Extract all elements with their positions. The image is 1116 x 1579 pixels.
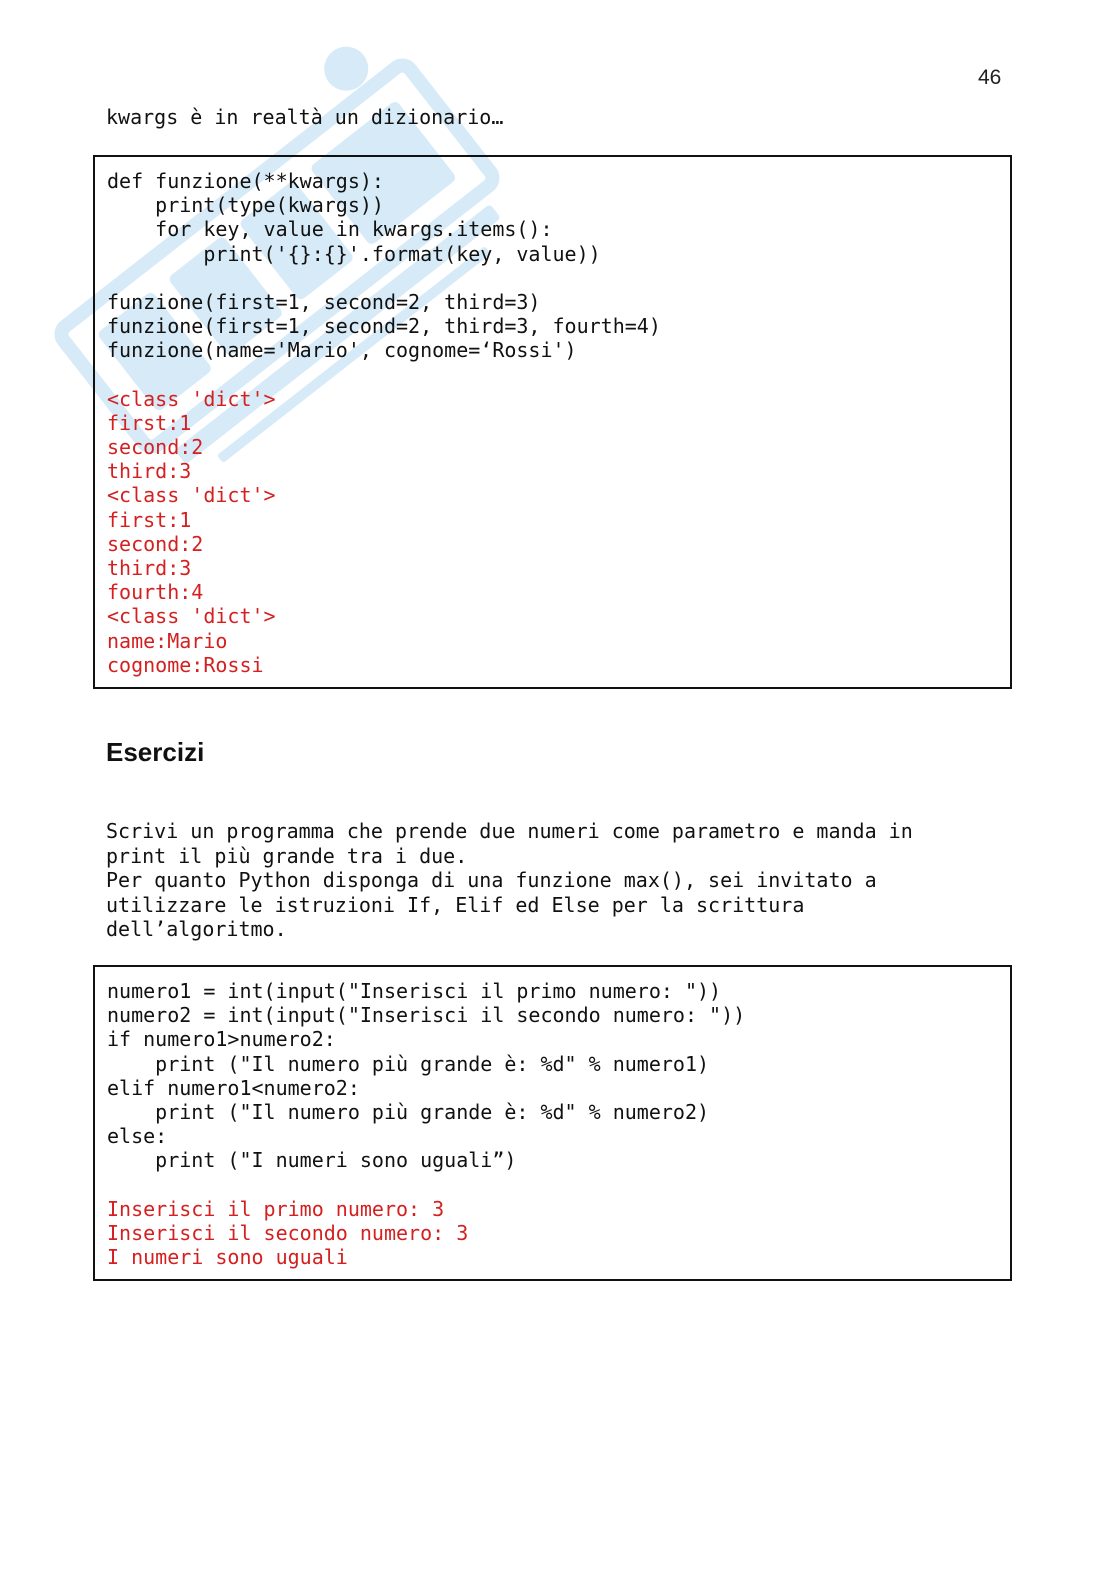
output-line: first:1 bbox=[107, 410, 192, 435]
exercise-line: dell’algoritmo. bbox=[106, 917, 287, 941]
code-block-kwargs bbox=[93, 155, 1012, 689]
output-line: third:3 bbox=[107, 459, 192, 484]
output-line: fourth:4 bbox=[107, 580, 204, 605]
blank-line bbox=[107, 1173, 998, 1197]
exercise-line: utilizzare le istruzioni If, Elif ed Else per la scrittura bbox=[106, 892, 805, 917]
code-line: for key, value in kwargs.items(): bbox=[107, 217, 553, 242]
code-line: elif numero1<numero2: bbox=[107, 1075, 360, 1100]
code-block-max-exercise bbox=[93, 965, 1012, 1281]
output-line: third:3 bbox=[107, 556, 192, 580]
exercise-text bbox=[106, 819, 913, 942]
output-line: first:1 bbox=[107, 507, 192, 532]
output-line: second:2 bbox=[107, 435, 204, 460]
code-line: print ("Il numero più grande è: %d" % numero1) bbox=[107, 1051, 710, 1076]
code-line: print ("Il numero più grande è: %d" % numero2) bbox=[107, 1099, 710, 1124]
code-line: print ("I numeri sono uguali”) bbox=[107, 1148, 517, 1173]
output-line: <class 'dict'> bbox=[107, 483, 276, 508]
output-line: <class 'dict'> bbox=[107, 386, 276, 411]
output-line: <class 'dict'> bbox=[107, 604, 276, 629]
output-line: Inserisci il secondo numero: 3 bbox=[107, 1220, 469, 1245]
output-line: second:2 bbox=[107, 531, 204, 556]
code-line: numero2 = int(input("Inserisci il secondo numero: ")) bbox=[107, 1003, 746, 1028]
blank-line bbox=[107, 363, 998, 387]
code-line: print(type(kwargs)) bbox=[107, 193, 384, 218]
output-line: Inserisci il primo numero: 3 bbox=[107, 1196, 445, 1221]
code-line: if numero1>numero2: bbox=[107, 1027, 336, 1052]
section-title: Esercizi bbox=[106, 737, 205, 767]
code-line: numero1 = int(input("Inserisci il primo numero: ")) bbox=[107, 979, 722, 1003]
exercise-line: print il più grande tra i due. bbox=[106, 843, 468, 868]
page-number: 46 bbox=[978, 66, 1002, 89]
code-line: funzione(first=1, second=2, third=3) bbox=[107, 289, 541, 314]
output-line: I numeri sono uguali bbox=[107, 1245, 348, 1270]
output-line: name:Mario bbox=[107, 628, 228, 653]
exercise-line: Scrivi un programma che prende due numeri come parametro e manda in bbox=[106, 819, 913, 843]
output-line: cognome:Rossi bbox=[107, 652, 264, 677]
code-line: else: bbox=[107, 1124, 168, 1149]
blank-line bbox=[107, 266, 998, 290]
exercise-line: Per quanto Python disponga di una funzione max(), sei invitato a bbox=[106, 868, 877, 892]
intro-text: kwargs è in realtà un dizionario… bbox=[106, 105, 504, 129]
code-line: print('{}:{}'.format(key, value)) bbox=[107, 241, 601, 266]
code-line: def funzione(**kwargs): bbox=[107, 169, 384, 193]
code-line: funzione(first=1, second=2, third=3, fourth=4) bbox=[107, 314, 661, 339]
code-line: funzione(name='Mario', cognome=‘Rossi') bbox=[107, 338, 577, 363]
